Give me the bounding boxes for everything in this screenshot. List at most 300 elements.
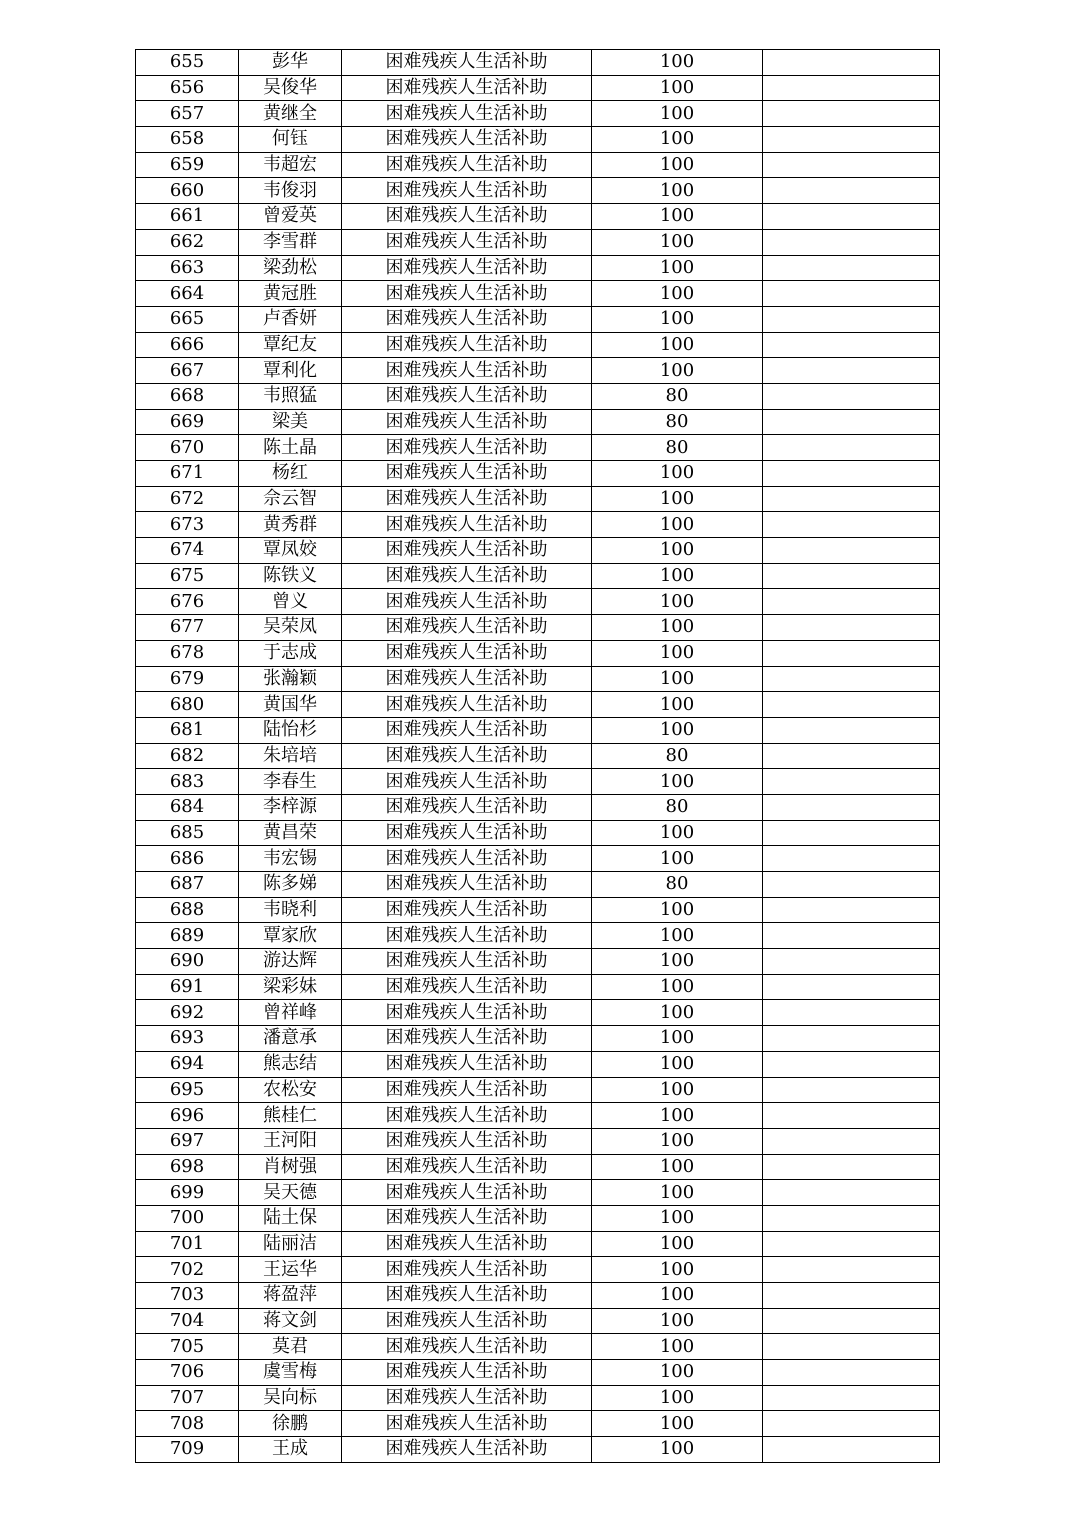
row-number-cell: 675 [136,563,239,589]
amount-cell: 100 [592,1437,763,1463]
name-cell: 陆怡杉 [239,717,342,743]
table-row [136,820,940,846]
subsidy-item-cell: 困难残疾人生活补助 [342,306,592,332]
table-row [136,1128,940,1154]
table-row [136,589,940,615]
remark-cell [763,332,940,358]
remark-cell [763,486,940,512]
row-number-cell: 699 [136,1180,239,1206]
remark-cell [763,435,940,461]
name-cell: 覃利化 [239,358,342,384]
table-row [136,229,940,255]
amount-cell: 100 [592,1411,763,1437]
remark-cell [763,538,940,564]
remark-cell [763,1360,940,1386]
document-page [135,49,939,1463]
name-cell: 覃纪友 [239,332,342,358]
remark-cell [763,1334,940,1360]
subsidy-item-cell: 困难残疾人生活补助 [342,1257,592,1283]
remark-cell [763,666,940,692]
amount-cell: 100 [592,229,763,255]
row-number-cell: 684 [136,794,239,820]
amount-cell: 100 [592,1154,763,1180]
subsidy-item-cell: 困难残疾人生活补助 [342,794,592,820]
subsidy-item-cell: 困难残疾人生活补助 [342,666,592,692]
row-number-cell: 694 [136,1051,239,1077]
remark-cell [763,1308,940,1334]
amount-cell: 100 [592,101,763,127]
name-cell: 熊志结 [239,1051,342,1077]
remark-cell [763,461,940,487]
name-cell: 韦超宏 [239,152,342,178]
subsidy-item-cell: 困难残疾人生活补助 [342,50,592,76]
amount-cell: 100 [592,692,763,718]
row-number-cell: 682 [136,743,239,769]
name-cell: 吴向标 [239,1385,342,1411]
remark-cell [763,306,940,332]
row-number-cell: 666 [136,332,239,358]
remark-cell [763,692,940,718]
name-cell: 吴俊华 [239,75,342,101]
subsidy-item-cell: 困难残疾人生活补助 [342,1334,592,1360]
table-row [136,332,940,358]
amount-cell: 100 [592,897,763,923]
amount-cell: 100 [592,1308,763,1334]
table-row [136,538,940,564]
amount-cell: 100 [592,1026,763,1052]
subsidy-item-cell: 困难残疾人生活补助 [342,1360,592,1386]
amount-cell: 80 [592,743,763,769]
subsidy-item-cell: 困难残疾人生活补助 [342,640,592,666]
amount-cell: 100 [592,281,763,307]
remark-cell [763,872,940,898]
remark-cell [763,383,940,409]
remark-cell [763,1000,940,1026]
subsidy-item-cell: 困难残疾人生活补助 [342,949,592,975]
name-cell: 陈土晶 [239,435,342,461]
subsidy-item-cell: 困难残疾人生活补助 [342,383,592,409]
table-row [136,872,940,898]
subsidy-item-cell: 困难残疾人生活补助 [342,178,592,204]
remark-cell [763,1385,940,1411]
amount-cell: 100 [592,178,763,204]
amount-cell: 80 [592,409,763,435]
remark-cell [763,229,940,255]
subsidy-item-cell: 困难残疾人生活补助 [342,1411,592,1437]
amount-cell: 100 [592,1128,763,1154]
name-cell: 潘意承 [239,1026,342,1052]
amount-cell: 100 [592,512,763,538]
name-cell: 农松安 [239,1077,342,1103]
row-number-cell: 704 [136,1308,239,1334]
row-number-cell: 657 [136,101,239,127]
row-number-cell: 677 [136,615,239,641]
remark-cell [763,1231,940,1257]
name-cell: 朱培培 [239,743,342,769]
amount-cell: 100 [592,1231,763,1257]
remark-cell [763,409,940,435]
name-cell: 蒋盈萍 [239,1283,342,1309]
row-number-cell: 709 [136,1437,239,1463]
row-number-cell: 698 [136,1154,239,1180]
table-row [136,383,940,409]
subsidy-item-cell: 困难残疾人生活补助 [342,1128,592,1154]
amount-cell: 80 [592,872,763,898]
remark-cell [763,1051,940,1077]
subsidy-item-cell: 困难残疾人生活补助 [342,486,592,512]
subsidy-item-cell: 困难残疾人生活补助 [342,204,592,230]
table-row [136,281,940,307]
remark-cell [763,769,940,795]
table-row [136,306,940,332]
remark-cell [763,75,940,101]
table-row [136,461,940,487]
name-cell: 游达辉 [239,949,342,975]
table-row [136,717,940,743]
row-number-cell: 696 [136,1103,239,1129]
name-cell: 陈多娣 [239,872,342,898]
subsidy-item-cell: 困难残疾人生活补助 [342,538,592,564]
row-number-cell: 668 [136,383,239,409]
table-row [136,435,940,461]
subsidy-item-cell: 困难残疾人生活补助 [342,101,592,127]
subsidy-item-cell: 困难残疾人生活补助 [342,563,592,589]
remark-cell [763,1283,940,1309]
table-row [136,666,940,692]
table-row [136,101,940,127]
name-cell: 曾爱英 [239,204,342,230]
subsidy-item-cell: 困难残疾人生活补助 [342,1000,592,1026]
subsidy-item-cell: 困难残疾人生活补助 [342,1180,592,1206]
name-cell: 韦照猛 [239,383,342,409]
row-number-cell: 680 [136,692,239,718]
amount-cell: 100 [592,255,763,281]
remark-cell [763,640,940,666]
remark-cell [763,127,940,153]
amount-cell: 100 [592,152,763,178]
table-row [136,358,940,384]
name-cell: 莫君 [239,1334,342,1360]
subsidy-item-cell: 困难残疾人生活补助 [342,846,592,872]
table-row [136,846,940,872]
subsidy-item-cell: 困难残疾人生活补助 [342,974,592,1000]
table-row [136,1257,940,1283]
subsidy-item-cell: 困难残疾人生活补助 [342,1205,592,1231]
name-cell: 王河阳 [239,1128,342,1154]
table-row [136,75,940,101]
row-number-cell: 703 [136,1283,239,1309]
row-number-cell: 705 [136,1334,239,1360]
subsidy-item-cell: 困难残疾人生活补助 [342,897,592,923]
name-cell: 吴荣凤 [239,615,342,641]
amount-cell: 100 [592,563,763,589]
amount-cell: 100 [592,1180,763,1206]
row-number-cell: 679 [136,666,239,692]
subsidy-item-cell: 困难残疾人生活补助 [342,1103,592,1129]
row-number-cell: 670 [136,435,239,461]
table-row [136,1283,940,1309]
amount-cell: 100 [592,1000,763,1026]
table-row [136,1026,940,1052]
table-row [136,1334,940,1360]
table-row [136,1437,940,1463]
remark-cell [763,281,940,307]
row-number-cell: 674 [136,538,239,564]
row-number-cell: 672 [136,486,239,512]
subsidy-item-cell: 困难残疾人生活补助 [342,281,592,307]
remark-cell [763,1411,940,1437]
name-cell: 黄昌荣 [239,820,342,846]
name-cell: 佘云智 [239,486,342,512]
amount-cell: 100 [592,538,763,564]
remark-cell [763,794,940,820]
remark-cell [763,204,940,230]
name-cell: 熊桂仁 [239,1103,342,1129]
table-row [136,1000,940,1026]
row-number-cell: 688 [136,897,239,923]
subsidy-item-cell: 困难残疾人生活补助 [342,615,592,641]
subsidy-item-cell: 困难残疾人生活补助 [342,743,592,769]
remark-cell [763,949,940,975]
subsidy-item-cell: 困难残疾人生活补助 [342,1154,592,1180]
remark-cell [763,512,940,538]
row-number-cell: 681 [136,717,239,743]
remark-cell [763,50,940,76]
amount-cell: 100 [592,820,763,846]
subsidy-item-cell: 困难残疾人生活补助 [342,1308,592,1334]
name-cell: 虞雪梅 [239,1360,342,1386]
row-number-cell: 667 [136,358,239,384]
subsidy-item-cell: 困难残疾人生活补助 [342,1231,592,1257]
amount-cell: 80 [592,794,763,820]
name-cell: 卢香妍 [239,306,342,332]
remark-cell [763,1103,940,1129]
name-cell: 陆丽洁 [239,1231,342,1257]
name-cell: 李雪群 [239,229,342,255]
subsidy-item-cell: 困难残疾人生活补助 [342,127,592,153]
subsidy-item-cell: 困难残疾人生活补助 [342,461,592,487]
amount-cell: 100 [592,846,763,872]
amount-cell: 100 [592,204,763,230]
name-cell: 覃凤姣 [239,538,342,564]
table-row [136,615,940,641]
amount-cell: 100 [592,1360,763,1386]
amount-cell: 100 [592,1205,763,1231]
amount-cell: 100 [592,769,763,795]
subsidy-item-cell: 困难残疾人生活补助 [342,332,592,358]
row-number-cell: 708 [136,1411,239,1437]
subsidy-table [135,49,940,1463]
amount-cell: 100 [592,461,763,487]
row-number-cell: 697 [136,1128,239,1154]
table-row [136,1077,940,1103]
amount-cell: 100 [592,1051,763,1077]
subsidy-item-cell: 困难残疾人生活补助 [342,358,592,384]
amount-cell: 100 [592,589,763,615]
subsidy-item-cell: 困难残疾人生活补助 [342,409,592,435]
name-cell: 杨红 [239,461,342,487]
name-cell: 梁彩妹 [239,974,342,1000]
name-cell: 曾义 [239,589,342,615]
row-number-cell: 658 [136,127,239,153]
amount-cell: 100 [592,974,763,1000]
name-cell: 黄冠胜 [239,281,342,307]
remark-cell [763,563,940,589]
table-row [136,769,940,795]
name-cell: 张瀚颖 [239,666,342,692]
amount-cell: 100 [592,1385,763,1411]
table-row [136,1051,940,1077]
name-cell: 陆土保 [239,1205,342,1231]
amount-cell: 100 [592,358,763,384]
table-row [136,50,940,76]
amount-cell: 100 [592,1283,763,1309]
amount-cell: 80 [592,383,763,409]
name-cell: 何钰 [239,127,342,153]
remark-cell [763,358,940,384]
remark-cell [763,1154,940,1180]
amount-cell: 80 [592,435,763,461]
row-number-cell: 656 [136,75,239,101]
row-number-cell: 676 [136,589,239,615]
remark-cell [763,1180,940,1206]
subsidy-item-cell: 困难残疾人生活补助 [342,435,592,461]
subsidy-item-cell: 困难残疾人生活补助 [342,872,592,898]
row-number-cell: 707 [136,1385,239,1411]
row-number-cell: 693 [136,1026,239,1052]
row-number-cell: 660 [136,178,239,204]
row-number-cell: 678 [136,640,239,666]
row-number-cell: 706 [136,1360,239,1386]
table-row [136,1180,940,1206]
name-cell: 覃家欣 [239,923,342,949]
amount-cell: 100 [592,717,763,743]
subsidy-item-cell: 困难残疾人生活补助 [342,1283,592,1309]
row-number-cell: 673 [136,512,239,538]
table-row [136,486,940,512]
table-row [136,743,940,769]
name-cell: 梁美 [239,409,342,435]
name-cell: 肖树强 [239,1154,342,1180]
remark-cell [763,615,940,641]
table-row [136,974,940,1000]
amount-cell: 100 [592,1334,763,1360]
subsidy-item-cell: 困难残疾人生活补助 [342,820,592,846]
remark-cell [763,178,940,204]
remark-cell [763,846,940,872]
table-row [136,949,940,975]
subsidy-item-cell: 困难残疾人生活补助 [342,229,592,255]
remark-cell [763,717,940,743]
subsidy-item-cell: 困难残疾人生活补助 [342,692,592,718]
row-number-cell: 702 [136,1257,239,1283]
remark-cell [763,589,940,615]
table-row [136,127,940,153]
row-number-cell: 695 [136,1077,239,1103]
name-cell: 吴天德 [239,1180,342,1206]
amount-cell: 100 [592,666,763,692]
row-number-cell: 689 [136,923,239,949]
amount-cell: 100 [592,949,763,975]
remark-cell [763,974,940,1000]
remark-cell [763,897,940,923]
name-cell: 李梓源 [239,794,342,820]
table-row [136,563,940,589]
table-row [136,1103,940,1129]
amount-cell: 100 [592,1257,763,1283]
row-number-cell: 664 [136,281,239,307]
remark-cell [763,1128,940,1154]
name-cell: 韦俊羽 [239,178,342,204]
row-number-cell: 671 [136,461,239,487]
subsidy-item-cell: 困难残疾人生活补助 [342,923,592,949]
subsidy-item-cell: 困难残疾人生活补助 [342,1026,592,1052]
table-row [136,692,940,718]
name-cell: 于志成 [239,640,342,666]
row-number-cell: 662 [136,229,239,255]
table-row [136,1385,940,1411]
name-cell: 韦宏锡 [239,846,342,872]
amount-cell: 100 [592,1103,763,1129]
amount-cell: 100 [592,640,763,666]
name-cell: 李春生 [239,769,342,795]
table-row [136,1205,940,1231]
remark-cell [763,152,940,178]
remark-cell [763,1077,940,1103]
row-number-cell: 669 [136,409,239,435]
remark-cell [763,101,940,127]
remark-cell [763,1026,940,1052]
name-cell: 王成 [239,1437,342,1463]
table-row [136,794,940,820]
amount-cell: 100 [592,127,763,153]
name-cell: 徐鹏 [239,1411,342,1437]
subsidy-item-cell: 困难残疾人生活补助 [342,1051,592,1077]
amount-cell: 100 [592,306,763,332]
row-number-cell: 686 [136,846,239,872]
amount-cell: 100 [592,486,763,512]
row-number-cell: 661 [136,204,239,230]
table-row [136,152,940,178]
subsidy-item-cell: 困难残疾人生活补助 [342,589,592,615]
name-cell: 黄秀群 [239,512,342,538]
amount-cell: 100 [592,923,763,949]
remark-cell [763,743,940,769]
name-cell: 黄继全 [239,101,342,127]
table-row [136,512,940,538]
row-number-cell: 655 [136,50,239,76]
table-row [136,897,940,923]
amount-cell: 100 [592,615,763,641]
subsidy-item-cell: 困难残疾人生活补助 [342,512,592,538]
name-cell: 陈铁义 [239,563,342,589]
row-number-cell: 665 [136,306,239,332]
row-number-cell: 700 [136,1205,239,1231]
table-row [136,178,940,204]
name-cell: 曾祥峰 [239,1000,342,1026]
amount-cell: 100 [592,75,763,101]
subsidy-item-cell: 困难残疾人生活补助 [342,1437,592,1463]
table-row [136,1154,940,1180]
row-number-cell: 692 [136,1000,239,1026]
name-cell: 梁劲松 [239,255,342,281]
amount-cell: 100 [592,332,763,358]
subsidy-item-cell: 困难残疾人生活补助 [342,1077,592,1103]
amount-cell: 100 [592,50,763,76]
table-row [136,640,940,666]
remark-cell [763,1437,940,1463]
row-number-cell: 691 [136,974,239,1000]
